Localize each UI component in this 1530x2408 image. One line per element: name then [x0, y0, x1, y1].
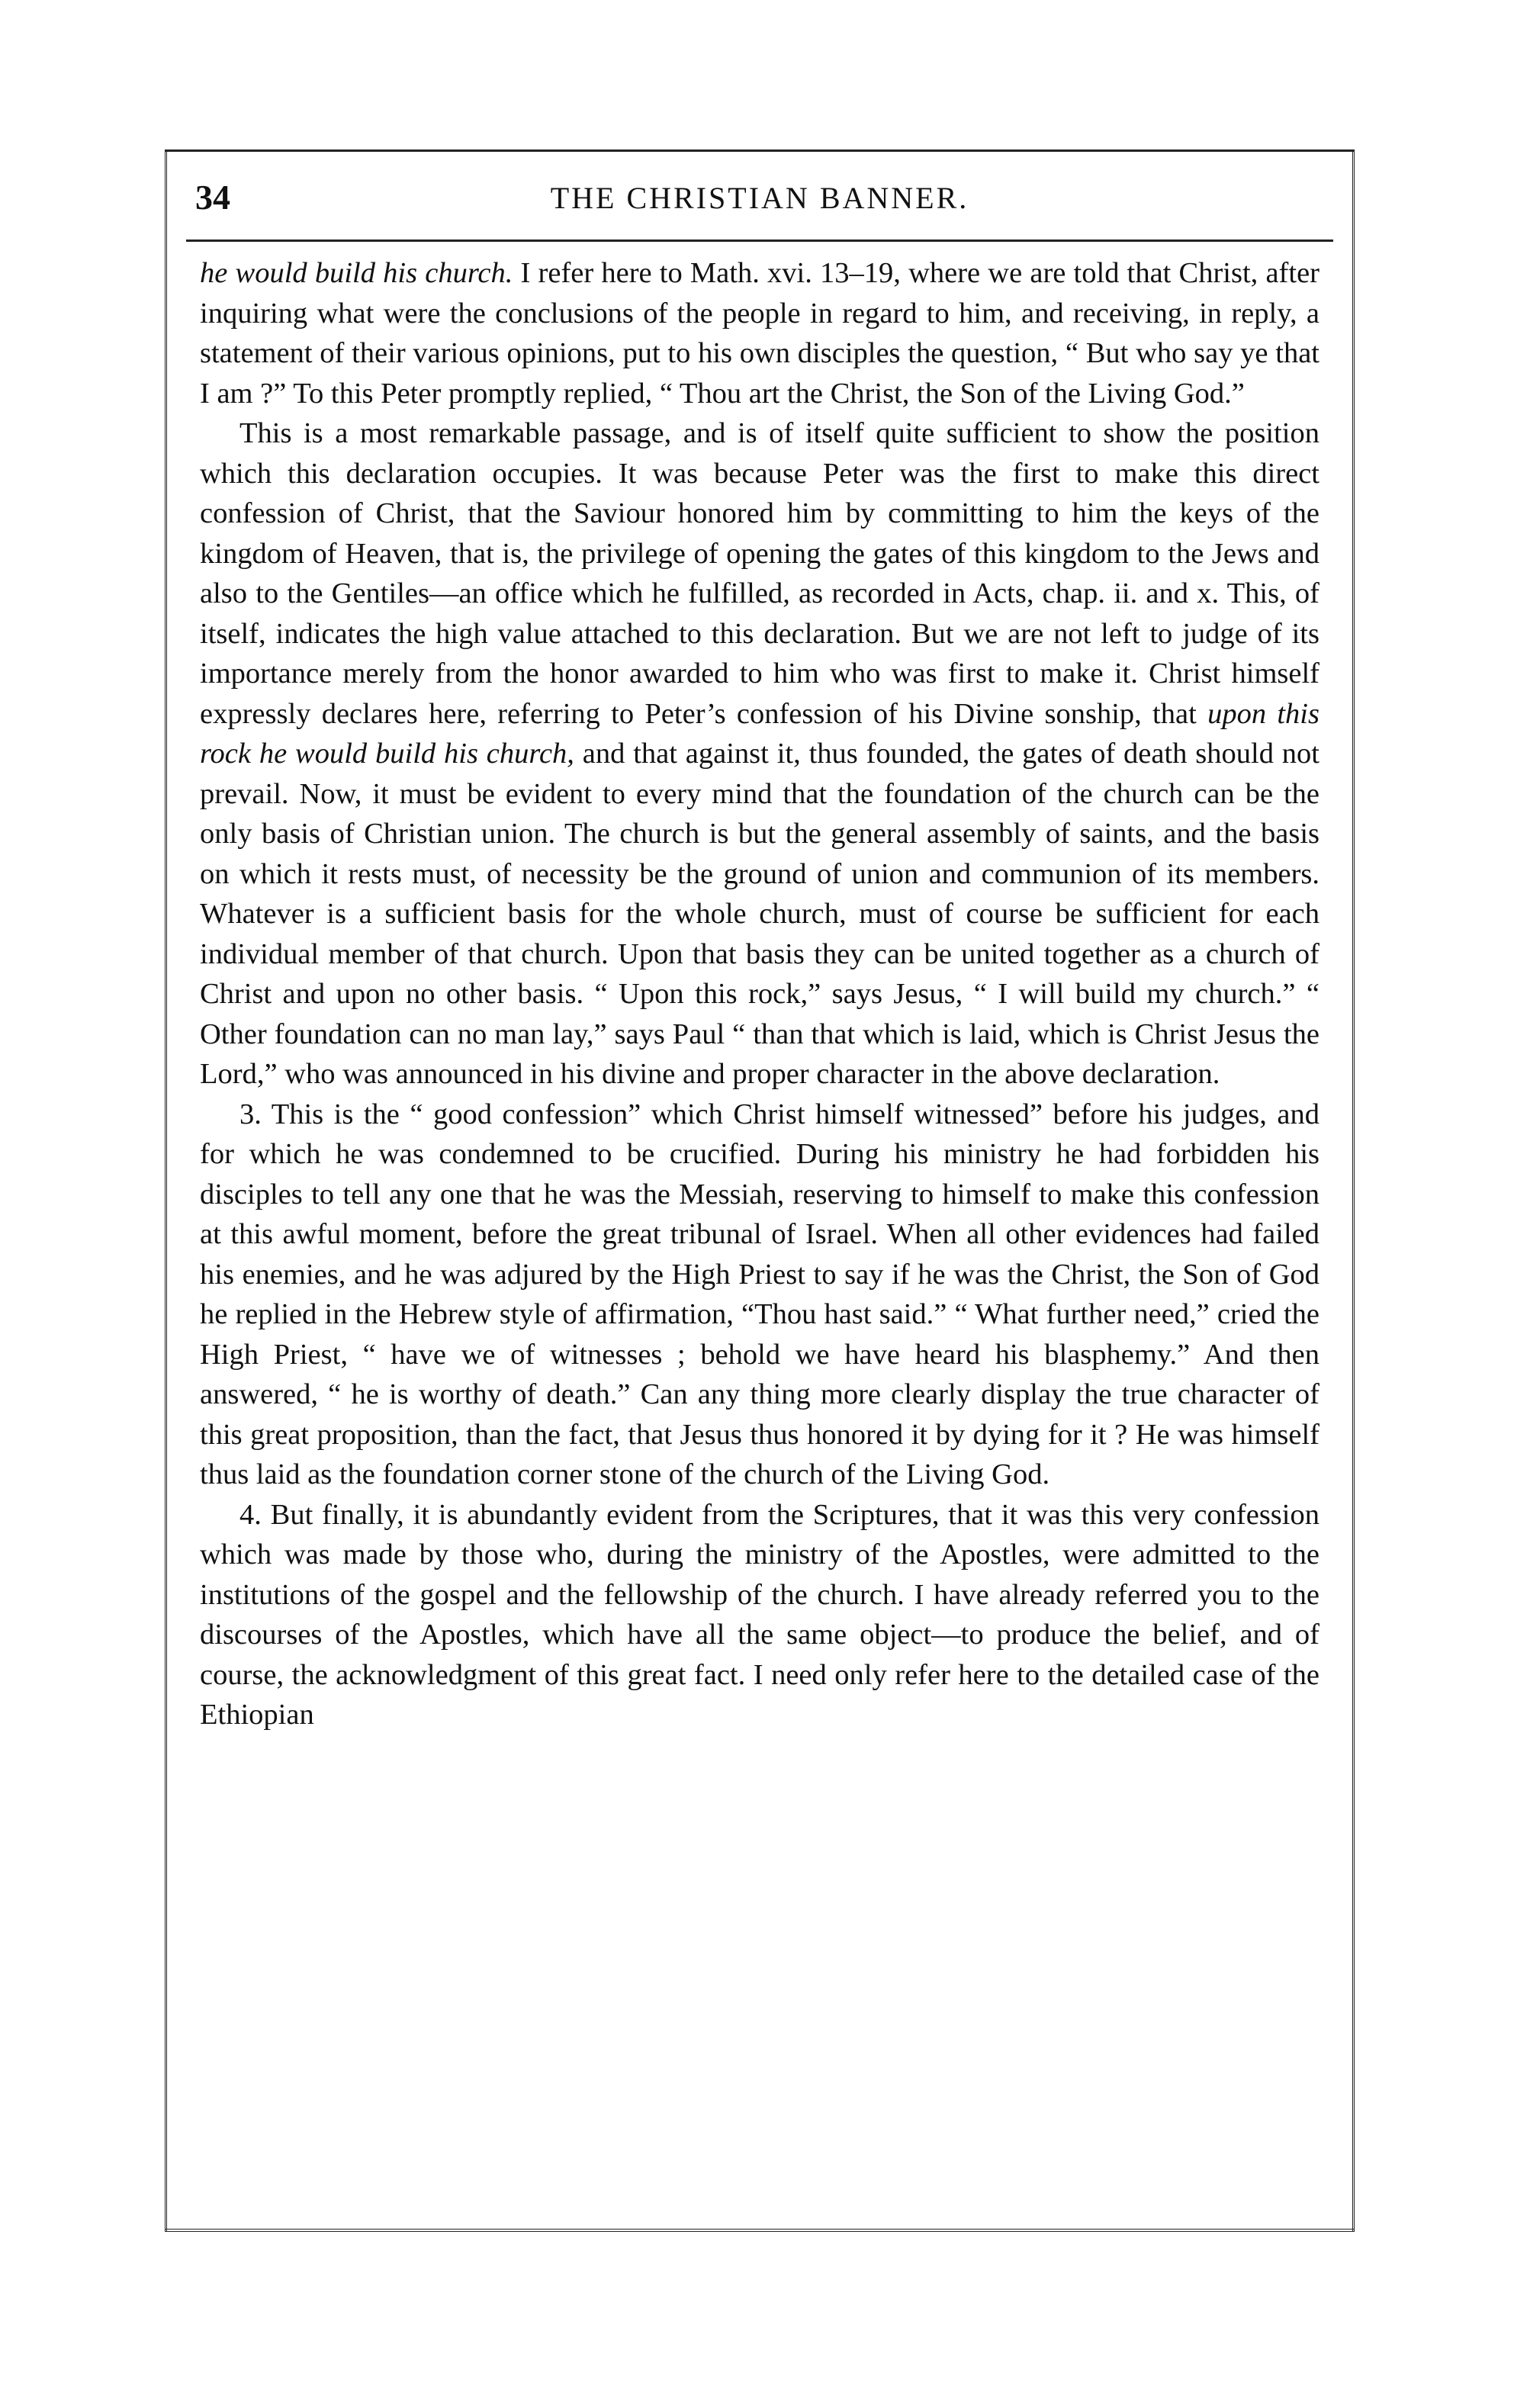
page-header [195, 177, 1324, 230]
header-rule [186, 240, 1333, 242]
bottom-border-rule [165, 2229, 1355, 2232]
left-border-rule [165, 149, 167, 2232]
paragraph-2-text-a: This is a most remarkable passage, and is of itself quite sufficient to show the position which this declaration occupies. It was because Peter was the first to make this direct confession of Christ, that the Saviour honored him by committing to him the keys of the kingdom of Heaven, that is, the privilege of opening the gates of this kingdom to the Jews and also to the Gentiles—an office which he fulfilled, as recorded in Acts, chap. ii. and x. This, of itself, indicates the high value attached to this declaration. But we are not left to judge of its importance merely from the honor awarded to him who was first to make it. Christ himself expressly declares here, referring to Peter’s confession of his Divine sonship, that [200, 417, 1319, 730]
paragraph-1-text: I refer here to Math. xvi. 13–19, where we are told that Christ, after inquiring what were the conclusions of the people in regard to him, and receiving, in reply, a statement of their various opinions, put to his own disciples the question, “ But who say ye that I am ?” To this Peter promptly replied, “ Thou art the Christ, the Son of the Living God.” [200, 257, 1319, 410]
paragraph-1-italic: he would build his church. [200, 257, 513, 289]
paragraph-4: 4. But finally, it is abundantly evident from the Scriptures, that it was this very confession which was made by those who, during the ministry of the Apostles, were admitted to the institutions of the gospel and the fellowship of the church. I have already referred you to the discourses of the Apostles, which have all the same object—to produce the belief, and of course, the acknowledgment of this great fact. I need only refer here to the detailed case of the Ethiopian [200, 1498, 1319, 1731]
right-border-rule [1352, 149, 1355, 2232]
body-text [200, 253, 1319, 1735]
paragraph-3: 3. This is the “ good confession” which Christ himself witnessed” before his judges, and for which he was condemned to be crucified. During his ministry he had forbidden his disciples to tell any one that he was the Messiah, reserving to himself to make this confession at this awful moment, before the great tribunal of Israel. When all other evidences had failed his enemies, and he was adjured by the High Priest to say if he was the Christ, the Son of God he replied in the Hebrew style of affirmation, “Thou hast said.” “ What further need,” cried the High Priest, “ have we of witnesses ; behold we have heard his blasphemy.” And then answered, “ he is worthy of death.” Can any thing more clearly display the true character of this great proposition, than the fact, that Jesus thus honored it by dying for it ? He was himself thus laid as the foundation corner stone of the church of the Living God. [200, 1098, 1319, 1490]
paragraph-1 [200, 253, 1319, 413]
running-title: THE CHRISTIAN BANNER. [550, 181, 969, 215]
book-page [165, 149, 1355, 2232]
top-border-rule [165, 149, 1355, 152]
page-number: 34 [195, 178, 230, 217]
paragraph-2-text-b: and that against it, thus founded, the gates of death should not prevail. Now, it must be evident to every mind that the foundation of the church can be the only basis of Christian union. The church is but the general assembly of saints, and the basis on which it rests must, of necessity be the ground of union and communion of its members. Whatever is a sufficient basis for the whole church, must of course be sufficient for each individual member of that church. Upon that basis they can be united together as a church of Christ and upon no other basis. “ Upon this rock,” says Jesus, “ I will build my church.” “ Other foundation can no man lay,” says Paul “ than that which is laid, which is Christ Jesus the Lord,” who was announced in his divine and proper character in the above declaration. [200, 738, 1319, 1090]
paragraph-2-italic: upon this rock he would build his church, [200, 697, 1319, 770]
paragraph-2 [200, 413, 1319, 1095]
